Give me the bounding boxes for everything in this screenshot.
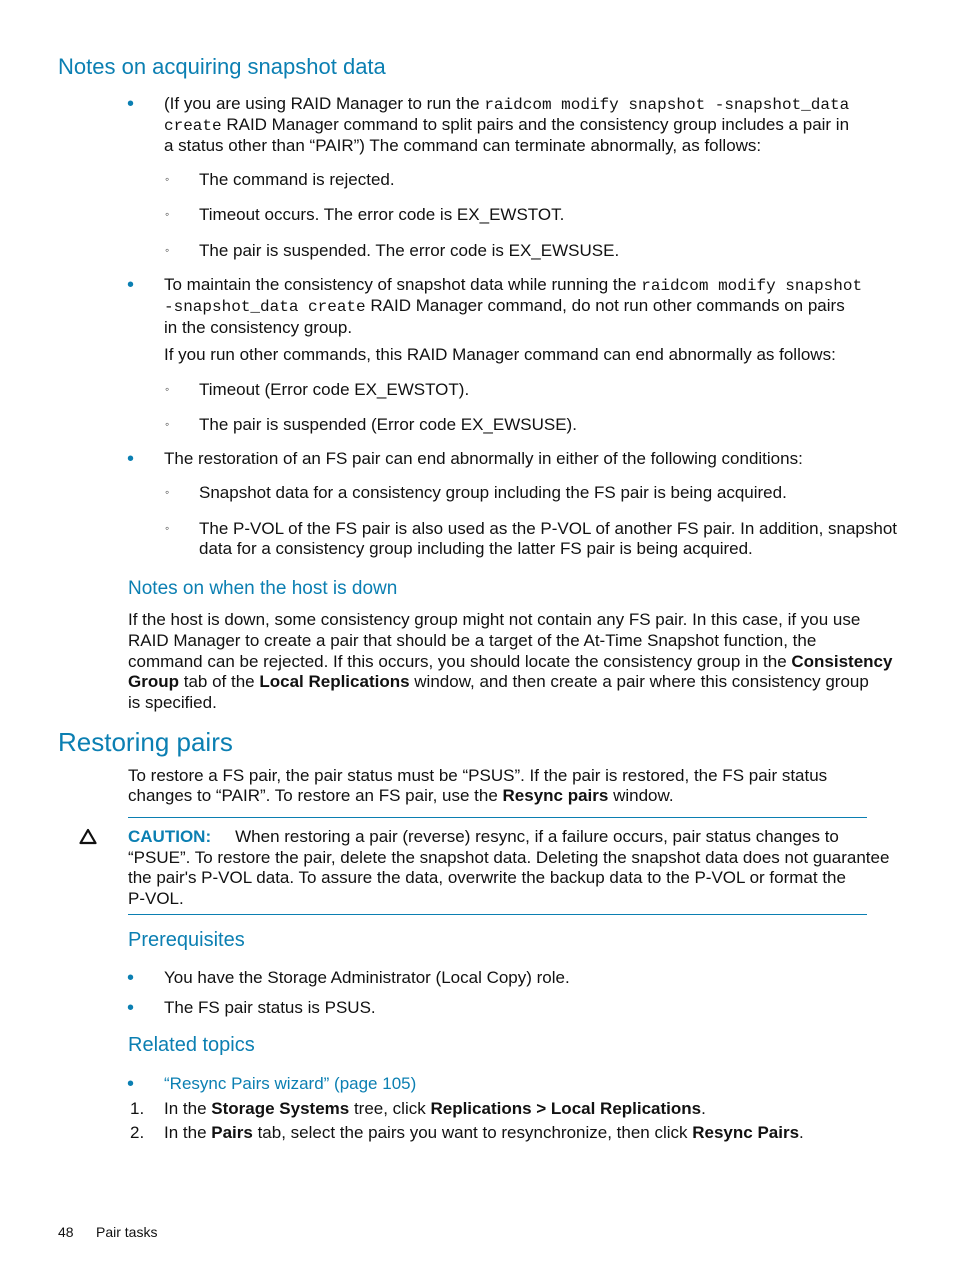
- circle-bullet-icon: ◦: [165, 417, 170, 431]
- text: RAID Manager command, do not run other commands on pairs: [365, 296, 845, 315]
- circle-bullet-icon: ◦: [165, 207, 170, 221]
- bold-text: Replications > Local Replications: [430, 1099, 702, 1118]
- text: When restoring a pair (reverse) resync, if a failure occurs, pair status changes to: [235, 827, 839, 846]
- bullet-2-line-3: in the consistency group.: [164, 318, 353, 337]
- bullet-icon: •: [127, 1073, 135, 1095]
- text: .: [799, 1123, 804, 1142]
- text: tree, click: [349, 1099, 431, 1118]
- restoring-line-2: [128, 785, 674, 806]
- bullet-icon: •: [127, 93, 135, 115]
- code: -snapshot_data create: [164, 298, 366, 316]
- circle-bullet-icon: ◦: [165, 243, 170, 257]
- circle-bullet-icon: ◦: [165, 172, 170, 186]
- text: In the: [164, 1099, 212, 1118]
- step-2: [164, 1122, 804, 1143]
- bullet-3-text: The restoration of an FS pair can end abnormally in either of the following conditions:: [164, 449, 803, 468]
- bold-text: Storage Systems: [211, 1099, 350, 1118]
- bullet-2-paragraph: If you run other commands, this RAID Manager command can end abnormally as follows:: [164, 345, 836, 364]
- bullet-icon: •: [127, 274, 135, 296]
- prereq-item: The FS pair status is PSUS.: [164, 998, 376, 1017]
- restoring-line-1: To restore a FS pair, the pair status must be “PSUS”. If the pair is restored, the FS pair status: [128, 766, 828, 785]
- caution-line-1: [128, 826, 839, 847]
- text: tab of the: [179, 672, 260, 691]
- chapter-name: Pair tasks: [96, 1224, 158, 1240]
- circle-bullet-icon: ◦: [165, 382, 170, 396]
- caution-line-3: the pair's P-VOL data. To assure the data, overwrite the backup data to the P-VOL or format the: [128, 868, 846, 887]
- bold-text: Resync pairs: [502, 786, 609, 805]
- resync-pairs-wizard-link[interactable]: “Resync Pairs wizard” (page 105): [164, 1074, 417, 1093]
- sub-item-line-1: The P-VOL of the FS pair is also used as the P-VOL of another FS pair. In addition, snapshot: [199, 519, 898, 538]
- step-number: 2.: [130, 1123, 145, 1142]
- bullet-icon: •: [127, 997, 135, 1019]
- code: raidcom modify snapshot -snapshot_data: [484, 96, 850, 114]
- text: window, and then create a pair where this consistency group: [409, 672, 869, 691]
- sub-item: Timeout (Error code EX_EWSTOT).: [199, 380, 470, 399]
- hostdown-line-3: [128, 651, 892, 672]
- hostdown-line-5: is specified.: [128, 693, 217, 712]
- sub-item-line-2: data for a consistency group including the latter FS pair is being acquired.: [199, 539, 753, 558]
- sub-item: The pair is suspended. The error code is EX_EWSUSE.: [199, 241, 620, 260]
- circle-bullet-icon: ◦: [165, 485, 170, 499]
- bold-text: Group: [128, 672, 179, 691]
- caution-triangle-icon: [79, 828, 97, 845]
- text: In the: [164, 1123, 212, 1142]
- bold-text: Resync Pairs: [692, 1123, 800, 1142]
- hostdown-line-4: [128, 671, 869, 692]
- sub-item: The pair is suspended (Error code EX_EWSUSE).: [199, 415, 577, 434]
- section-title-snapshot: Notes on acquiring snapshot data: [58, 54, 386, 79]
- sub-item: The command is rejected.: [199, 170, 395, 189]
- bold-text: Consistency: [791, 652, 893, 671]
- bullet-1-line-3: a status other than “PAIR”) The command can terminate abnormally, as follows:: [164, 136, 762, 155]
- bullet-1-line-1: [164, 93, 849, 116]
- sub-item: Snapshot data for a consistency group including the FS pair is being acquired.: [199, 483, 787, 502]
- circle-bullet-icon: ◦: [165, 521, 170, 535]
- page-number: 48: [58, 1224, 74, 1240]
- caution-bottom-rule: [128, 914, 867, 915]
- text: command can be rejected. If this occurs, you should locate the consistency group in the: [128, 652, 792, 671]
- text: tab, select the pairs you want to resynchronize, then click: [252, 1123, 693, 1142]
- hostdown-line-2: RAID Manager to create a pair that should be a target of the At-Time Snapshot function, the: [128, 631, 817, 650]
- text: window.: [608, 786, 674, 805]
- caution-line-4: P-VOL.: [128, 889, 184, 908]
- section-title-prerequisites: Prerequisites: [128, 929, 245, 951]
- text: changes to “PAIR”. To restore an FS pair, use the: [128, 786, 503, 805]
- text: RAID Manager command to split pairs and the consistency group includes a pair in: [221, 115, 850, 134]
- hostdown-line-1: If the host is down, some consistency group might not contain any FS pair. In this case, if you use: [128, 610, 861, 629]
- code: create: [164, 117, 222, 135]
- bullet-2-line-2: [164, 295, 845, 318]
- step-number: 1.: [130, 1099, 145, 1118]
- text: .: [701, 1099, 706, 1118]
- section-title-hostdown: Notes on when the host is down: [128, 578, 398, 599]
- bullet-2-line-1: [164, 274, 862, 297]
- section-title-related: Related topics: [128, 1034, 255, 1056]
- bullet-icon: •: [127, 967, 135, 989]
- bullet-1-line-2: [164, 114, 849, 137]
- bullet-icon: •: [127, 448, 135, 470]
- sub-item: Timeout occurs. The error code is EX_EWSTOT.: [199, 205, 565, 224]
- caution-label: CAUTION:: [128, 827, 212, 846]
- caution-line-2: “PSUE”. To restore the pair, delete the snapshot data. Deleting the snapshot data does not guarantee: [128, 848, 890, 867]
- step-1: [164, 1098, 706, 1119]
- text: (If you are using RAID Manager to run the: [164, 94, 485, 113]
- prereq-item: You have the Storage Administrator (Local Copy) role.: [164, 968, 570, 987]
- text: To maintain the consistency of snapshot data while running the: [164, 275, 642, 294]
- bold-text: Pairs: [211, 1123, 253, 1142]
- bold-text: Local Replications: [259, 672, 410, 691]
- code: raidcom modify snapshot: [641, 277, 863, 295]
- section-title-restoring: Restoring pairs: [58, 727, 233, 757]
- caution-top-rule: [128, 817, 867, 818]
